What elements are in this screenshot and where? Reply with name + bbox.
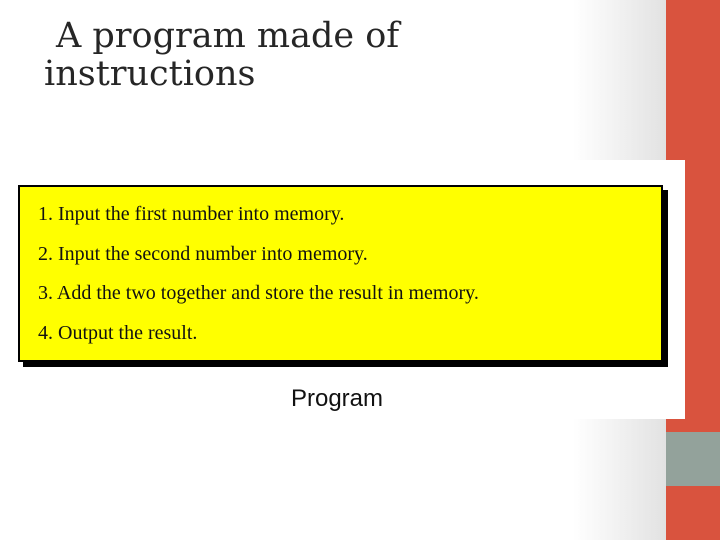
- slide-title-line-2: instructions: [44, 53, 256, 94]
- instruction-list: [38, 202, 479, 360]
- instruction-step-3: 3. Add the two together and store the result in memory.: [38, 282, 479, 304]
- accent-block: [666, 432, 720, 486]
- slide-title-line-1: A program made of: [56, 16, 400, 56]
- program-box: [18, 185, 663, 362]
- program-figure: [14, 160, 685, 419]
- slide-title: [44, 18, 464, 94]
- figure-caption: Program: [290, 385, 384, 412]
- instruction-step-2: 2. Input the second number into memory.: [38, 242, 368, 265]
- instruction-step-4: 4. Output the result.: [38, 321, 198, 344]
- instruction-step-1: 1. Input the first number into memory.: [38, 203, 345, 225]
